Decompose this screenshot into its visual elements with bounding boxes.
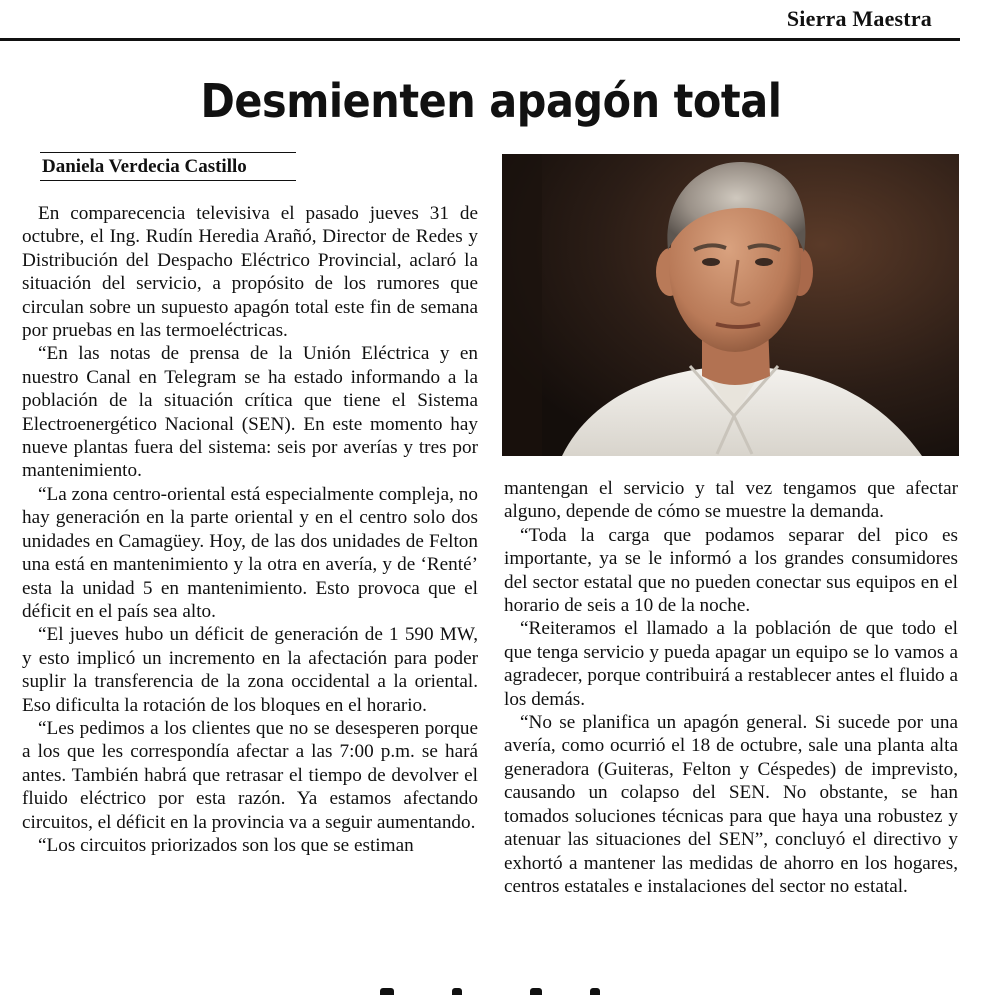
paragraph: “El jueves hubo un déficit de generación de 1 590 MW, y esto implicó un incremento en la afectación para poder suplir la transferencia de la zona occidental a la oriental. Eso dificulta la rotación de los bloques en el horario. — [22, 624, 478, 716]
masthead — [0, 0, 982, 40]
paragraph: “Los circuitos priorizados son los que se estiman — [38, 834, 414, 856]
paragraph: “Toda la carga que podamos separar del pico es importante, ya se le informó a los grandes consumidores del sector estatal que no pueden conectar sus equipos en el horario de seis a 10 de la noche. — [504, 524, 958, 617]
publication-name: Sierra Maestra — [786, 6, 932, 31]
paragraph: mantengan el servicio y tal vez tengamos que afectar alguno, depende de cómo se muestre la demanda. — [504, 478, 958, 523]
headline: Desmienten apagón total — [200, 74, 782, 128]
paragraph: “No se planifica un apagón general. Si sucede por una avería, como ocurrió el 18 de octubre, sale una planta alta generadora (Guiteras, Felton y Céspedes) de imprevisto, causando un colapso del SEN. No obstante, se han tomados soluciones técnicas para que haya una robustez y atenuar las situaciones del SEN”, concluyó el directivo y exhortó a mantener las medidas de ahorro en los hogares, centros estatales e instalaciones del sector no estatal. — [504, 712, 958, 897]
paragraph: En comparecencia televisiva el pasado jueves 31 de octubre, el Ing. Rudín Heredia Arañó, Director de Redes y Distribución del Despacho Eléctrico Provincial, aclaró la situación del servicio, a propósito de los rumores que circulan sobre un supuesto apagón total este fin de semana por pruebas en las termoeléctricas. — [22, 203, 478, 342]
next-page-fragment — [360, 988, 620, 995]
paragraph: “La zona centro-oriental está especialmente compleja, no hay generación en la parte oriental y en el centro solo dos unidades en Camagüey. Hoy, de las dos unidades de Felton una está en mantenimiento y la otra en avería, y de ‘Renté’ esta la unidad 5 en mantenimiento. Esto provoca que el déficit en el país sea alto. — [22, 483, 478, 622]
byline — [40, 152, 296, 181]
portrait-image — [502, 154, 959, 456]
paragraph: “Les pedimos a los clientes que no se desesperen porque a los que les correspondía afectar a las 7:00 p.m. se hará antes. También habrá que retrasar el tiempo de devolver el fluido eléctrico por esta razón. Ya estamos afectando circuitos, el déficit en la provincia va a seguir aumentando. — [22, 717, 478, 833]
paragraph: “En las notas de prensa de la Unión Eléctrica y en nuestro Canal en Telegram se ha estado informando a la población de la situación crítica que tiene el Sistema Electroenergético Nacional (SEN). En este momento hay nueve plantas fuera del sistema: seis por averías y tres por mantenimiento. — [22, 343, 478, 482]
portrait-photo — [502, 154, 959, 456]
article-column-right — [504, 477, 958, 898]
paragraph: “Reiteramos el llamado a la población de que todo el que tenga servicio y pueda apagar un equipo se lo vamos a agradecer, porque contribuirá a restablecer antes el fluido a los demás. — [504, 618, 958, 710]
masthead-rule — [0, 38, 960, 41]
article-column-left — [22, 202, 478, 857]
byline-author: Daniela Verdecia Castillo — [42, 156, 247, 177]
